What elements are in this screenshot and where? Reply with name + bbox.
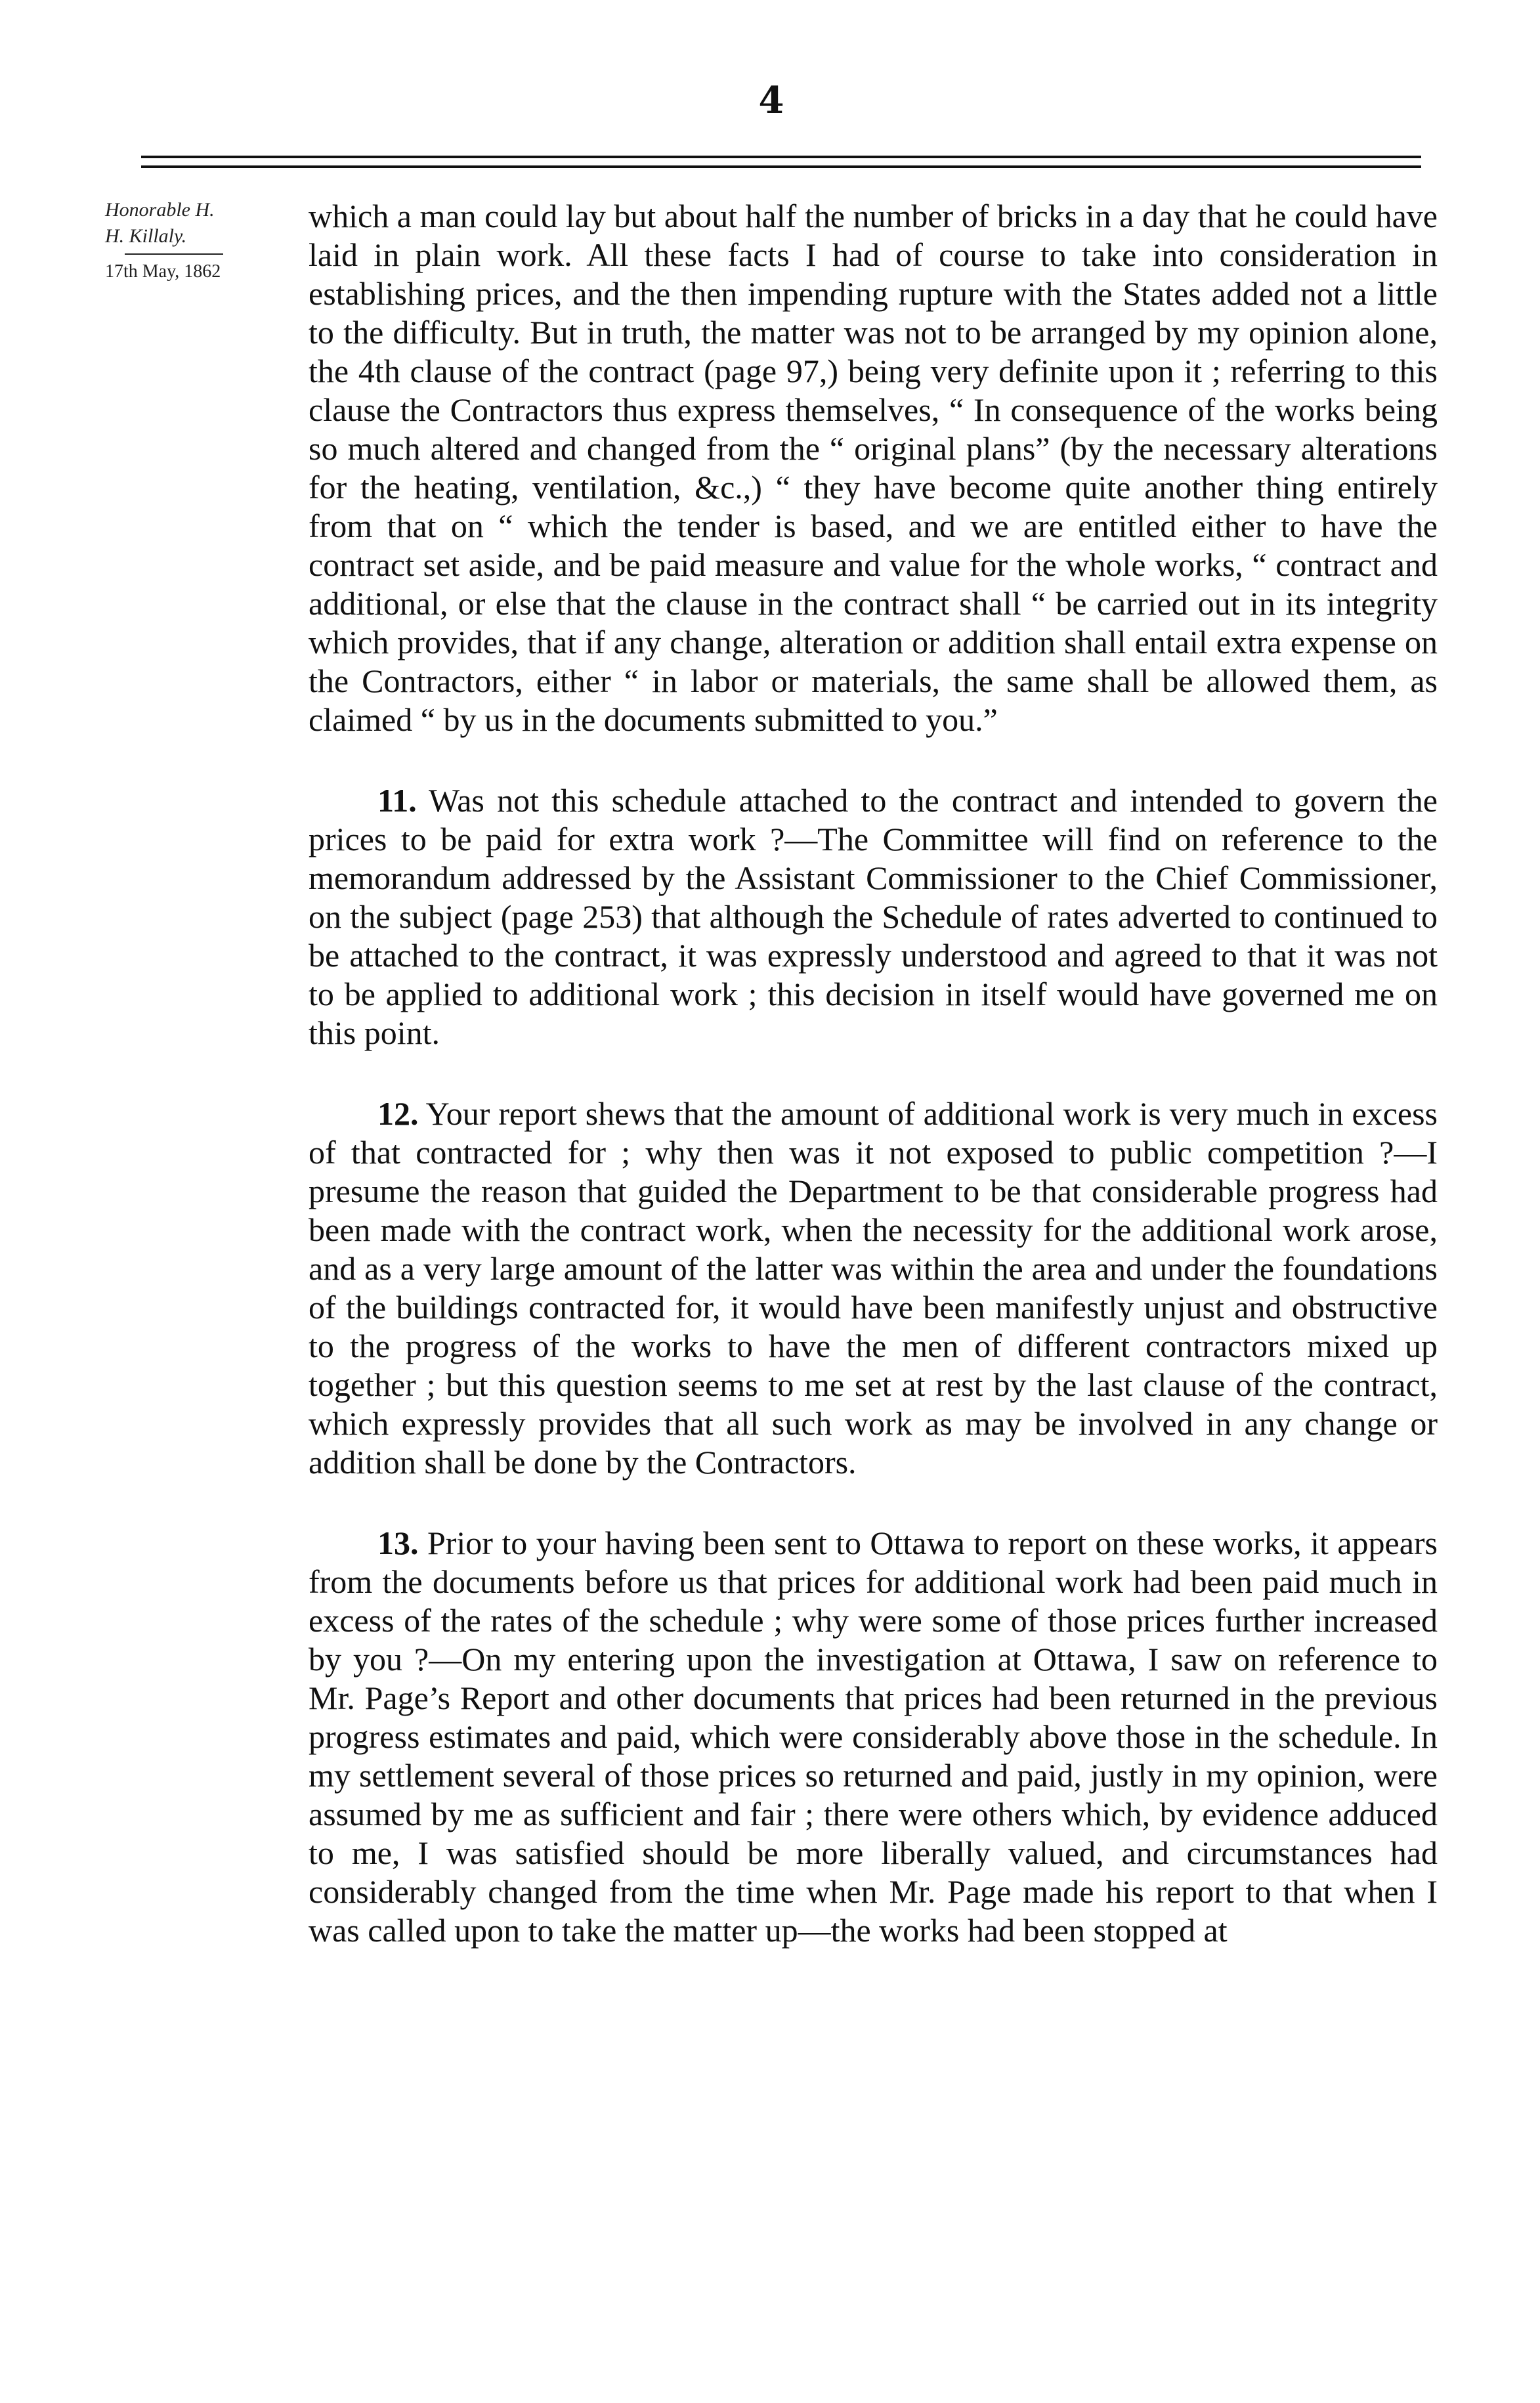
- question-11-paragraph: [309, 781, 1438, 1052]
- witness-name-line-1: Honorable H.: [105, 199, 215, 221]
- testimony-date: 17th May, 1862: [105, 261, 221, 282]
- question-13-text: Prior to your having been sent to Ottawa to report on these works, it appears from the documents before us that prices for additional work had been paid much in excess of the rates of the schedule ; why were some of those prices further increased by you ?—On my entering upon the investigation at Ottawa, I saw on reference to Mr. Page’s Report and other documents that prices had been returned in the previous progress estimates and paid, which were considerably above those in the schedule. In my settlement several of those prices so returned and paid, justly in my opinion, were assumed by me as sufficient and fair ; there were others which, by evidence adduced to me, I was satisfied should be more liberally valued, and circumstances had considerably changed from the time when Mr. Page made his report to that when I was called upon to take the matter up—the works had been stopped at: [309, 1525, 1438, 1949]
- header-rule-top: [141, 156, 1421, 158]
- question-11-text: Was not this schedule attached to the contract and intended to govern the prices to be paid for extra work ?—The Committee will find on reference to the memorandum addressed by the Assistant Commissioner to the Chief Commissioner, on the subject (page 253) that although the Schedule of rates adverted to continued to be attached to the contract, it was expressly understood and agreed to that it was not to be applied to additional work ; this decision in itself would have governed me on this point.: [309, 782, 1438, 1051]
- marginal-note: [105, 197, 309, 285]
- page-number: 4: [758, 79, 784, 122]
- question-12-paragraph: [309, 1094, 1438, 1482]
- margin-divider: [125, 253, 223, 255]
- header-rule-bottom: [141, 165, 1421, 168]
- witness-name-line-2: H. Killaly.: [105, 225, 187, 247]
- question-number: 12.: [377, 1095, 419, 1132]
- continued-answer-paragraph: which a man could lay but about half the number of bricks in a day that he could have laid in plain work. All these facts I had of course to take into consideration in establishing prices, and the then impending rupture with the States added not a little to the difficulty. But in truth, the matter was not to be arranged by my opinion alone, the 4th clause of the contract (page 97,) being very definite upon it ; referring to this clause the Contractors thus express themselves, “ In consequence of the works being so much altered and changed from the “ original plans” (by the necessary alterations for the heating, ventilation, &c.,) “ they have become quite another thing entirely from that on “ which the tender is based, and we are entitled either to have the contract set aside, and be paid measure and value for the whole works, “ contract and additional, or else that the clause in the contract shall “ be carried out in its integrity which provides, that if any change, alteration or addition shall entail extra expense on the Contractors, either “ in labor or materials, the same shall be allowed them, as claimed “ by us in the documents submitted to you.”: [309, 198, 1438, 738]
- question-number: 11.: [377, 782, 417, 819]
- question-12-text: Your report shews that the amount of additional work is very much in excess of that contracted for ; why then was it not exposed to public competition ?—I presume the reason that guided the Department to be that considerable progress had been made with the contract work, when the necessity for the additional work arose, and as a very large amount of the latter was within the area and under the foundations of the buildings contracted for, it would have been manifestly unjust and obstructive to the progress of the works to have the men of different contractors mixed up together ; but this question seems to me set at rest by the last clause of the contract, which expressly provides that all such work as may be involved in any change or addition shall be done by the Contractors.: [309, 1095, 1438, 1481]
- question-13-paragraph: [309, 1524, 1438, 1950]
- question-number: 13.: [377, 1525, 419, 1561]
- body-text: [309, 197, 1438, 1950]
